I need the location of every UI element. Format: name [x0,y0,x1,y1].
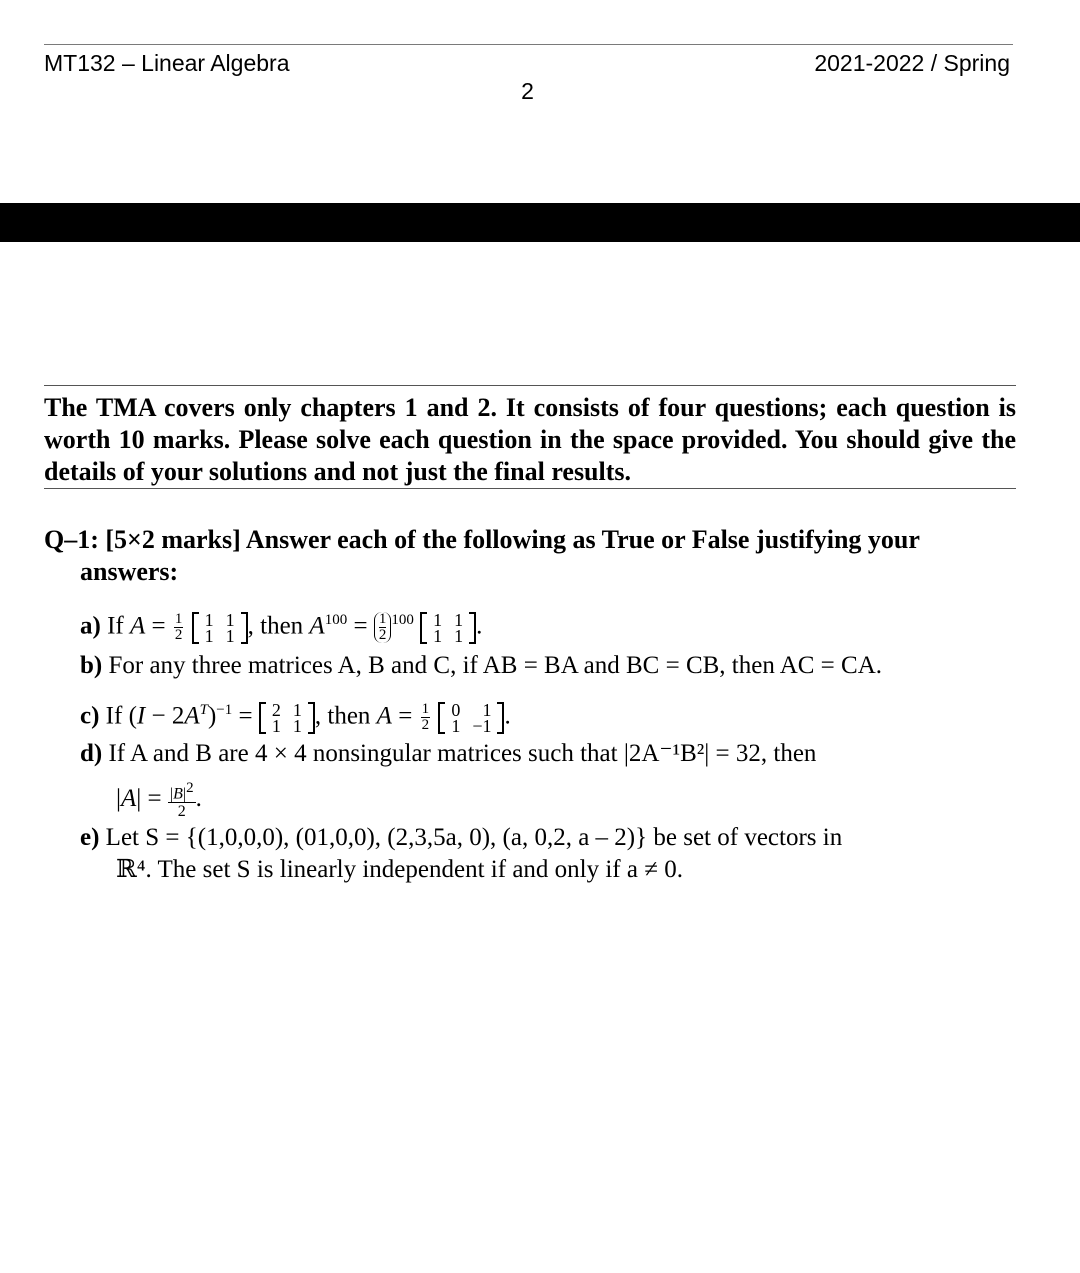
item-a-label: a) [80,612,101,640]
course-title: MT132 – Linear Algebra [44,50,290,76]
fraction-b-squared: $\frac{|B|^2}{2}$ [169,780,194,821]
matrix-c-inverse: 2 1 1 1 [259,702,315,734]
paren-half: $\frac{1}{2}$ [374,612,392,643]
question-heading [44,524,1016,588]
item-a-then: then [260,612,304,640]
term-label: 2021-2022 / Spring [814,50,1010,76]
matrix-a-result: 1 1 1 1 [420,612,476,644]
page-number: 2 [521,78,534,104]
item-d-label: d) [80,740,103,767]
matrix-a: 1 1 1 1 [192,612,248,644]
item-b-text: For any three matrices A, B and C, if AB = BA and BC = CB, then AC = CA. [108,652,883,679]
item-b [80,650,1016,682]
fraction-half: $\frac{1}{2}$ [174,611,183,644]
item-c-if: If [105,702,123,730]
item-e-text-cont: ℝ⁴. The set S is linearly independent if and only if a ≠ 0. [116,856,683,883]
redaction-bar [0,203,1080,242]
instructions-top-rule [44,385,1016,386]
fraction-half-c: $\frac{1}{2}$ [421,701,430,734]
matrix-c-a: 0 1 1 −1 [438,702,504,734]
item-d-text: If A and B are 4 × 4 nonsingular matrices such that |2A⁻¹B²| = 32, then [108,740,817,767]
item-c-then: then [327,702,371,730]
item-e [80,822,1016,854]
item-e-label: e) [80,824,100,851]
item-a: a) If A = $\frac{1}{2}$ 1 1 1 1 , then $A^{100}$ = $\frac{1}{2}^{100}$ 1 1 1 1 . [80,609,483,646]
question-title-cont: answers: [80,557,179,586]
item-a-exponent: 100 [324,612,348,628]
item-a-if: If [107,612,124,640]
question-title: Q–1: [5×2 marks] Answer each of the following as True or False justifying your [44,525,920,554]
item-d [80,738,1016,770]
item-e-text: Let S = {(1,0,0,0), (01,0,0), (2,3,5a, 0), (a, 0,2, a – 2)} be set of vectors in [105,824,843,851]
header-rule [44,44,1013,45]
item-b-label: b) [80,652,103,679]
item-d-formula: |A| = $\frac{|B|^2}{2}$. [116,780,202,821]
instructions-text: The TMA covers only chapters 1 and 2. It consists of four questions; each question is worth 10 marks. Please solve each question in the space provided. You should give the details of your solutions and not just the final results. [44,393,1016,486]
instructions-bottom-rule [44,488,1016,489]
item-c-label: c) [80,702,100,730]
item-c: c) If $(I - 2A^T)^{-1}$ = 2 1 1 1 , then A = $\frac{1}{2}$ 0 1 1 −1 . [80,699,511,736]
